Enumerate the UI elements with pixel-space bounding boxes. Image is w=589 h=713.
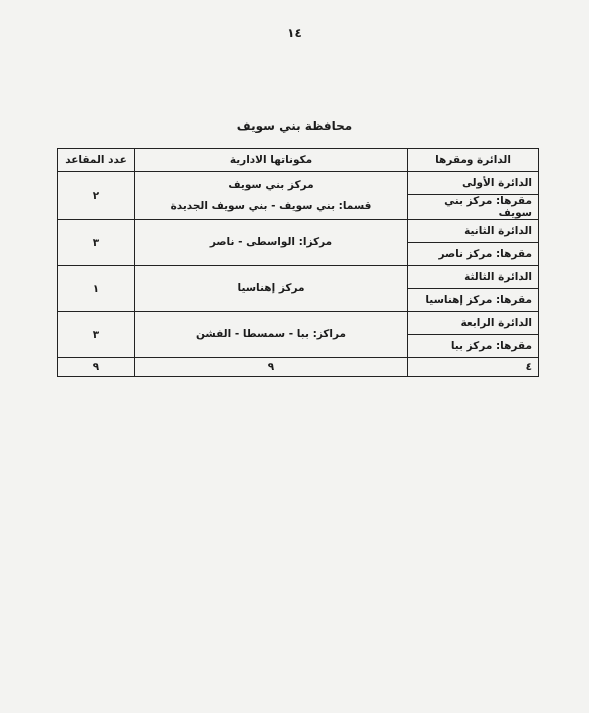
totals-row xyxy=(58,358,539,377)
table-row xyxy=(58,172,539,195)
page-number: ١٤ xyxy=(287,26,302,40)
component-line: مركزا: الواسطى - ناصر xyxy=(209,236,333,248)
component-line: قسما: بني سويف - بني سويف الجديدة xyxy=(170,199,372,212)
table-row xyxy=(58,220,539,243)
component-line: مركز بني سويف xyxy=(228,178,314,191)
district-seats: ٣ xyxy=(58,220,135,266)
district-components xyxy=(135,172,408,220)
district-name: الدائرة الأولى xyxy=(408,172,539,195)
districts-table xyxy=(57,148,539,377)
header-district: الدائرة ومقرها xyxy=(408,149,539,172)
district-seats: ١ xyxy=(58,266,135,312)
district-components xyxy=(135,266,408,312)
district-seats: ٣ xyxy=(58,312,135,358)
table-header-row xyxy=(58,149,539,172)
total-districts: ٤ xyxy=(408,358,539,377)
district-seat: مقرها: مركز ببا xyxy=(408,335,539,358)
district-components xyxy=(135,312,408,358)
district-seat: مقرها: مركز بني سويف xyxy=(408,195,539,220)
table-row xyxy=(58,312,539,335)
page-title: محافظة بني سويف xyxy=(236,119,353,133)
total-components: ٩ xyxy=(135,358,408,377)
district-components xyxy=(135,220,408,266)
district-seat: مقرها: مركز إهناسيا xyxy=(408,289,539,312)
total-seats: ٩ xyxy=(58,358,135,377)
district-name: الدائرة الرابعة xyxy=(408,312,539,335)
header-seats: عدد المقاعد xyxy=(58,149,135,172)
component-line: مركز إهناسيا xyxy=(237,282,305,294)
district-seat: مقرها: مركز ناصر xyxy=(408,243,539,266)
component-line: مراكز: ببا - سمسطا - الفشن xyxy=(195,328,347,340)
table-row xyxy=(58,266,539,289)
district-seats: ٢ xyxy=(58,172,135,220)
district-name: الدائرة الثانية xyxy=(408,220,539,243)
header-components: مكوناتها الادارية xyxy=(135,149,408,172)
district-name: الدائرة الثالثة xyxy=(408,266,539,289)
